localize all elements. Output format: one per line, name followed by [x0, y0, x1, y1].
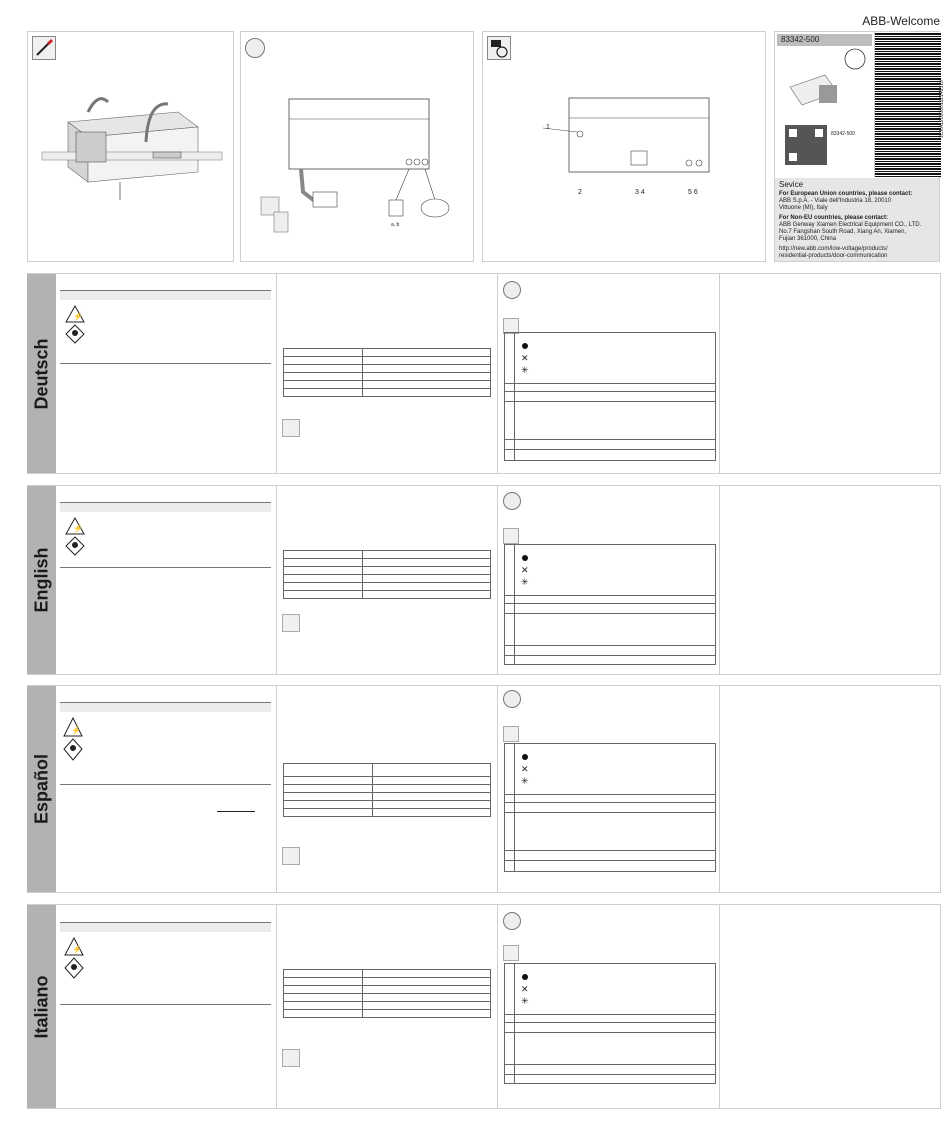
screwdriver-icon [282, 419, 300, 437]
led-row-line [505, 439, 715, 440]
divider-it-2 [497, 905, 498, 1108]
led-row-line [505, 794, 715, 795]
led-row-line [505, 449, 715, 450]
figure-mounting [27, 31, 234, 262]
wiring-illustration [241, 32, 473, 261]
service-eu-addr1: ABB S.p.A. - Viale dell'Industria 18, 20010 [779, 198, 892, 204]
safety-bar-en [60, 503, 271, 512]
svg-text:⚡: ⚡ [71, 726, 81, 735]
led-col-divider [514, 545, 515, 664]
led-row-line [505, 1032, 715, 1033]
product-code-box [777, 34, 872, 46]
spec-table-en [283, 550, 491, 599]
safety-bar-it [60, 923, 271, 932]
warning-triangle-icon [65, 305, 85, 345]
warning-triangle-icon [65, 517, 85, 557]
components-illustration [483, 32, 765, 261]
language-tab-it [27, 905, 56, 1108]
svg-text:⚡: ⚡ [73, 312, 83, 321]
spec-table-it [283, 969, 491, 1018]
divider-en [276, 486, 277, 674]
part-label-3-4: 3 4 [635, 189, 645, 196]
led-col-divider [514, 964, 515, 1083]
led-row-line [505, 595, 715, 596]
service-eu-label: For European Union countries, please contact: [779, 191, 913, 197]
led-row-line [505, 613, 715, 614]
led-row-line [505, 812, 715, 813]
divider-en-2 [497, 486, 498, 674]
part-label-5-6: 5 6 [688, 189, 698, 196]
language-tab-en [27, 486, 56, 674]
screwdriver-icon [282, 1049, 300, 1067]
power-plug-icon [503, 281, 521, 299]
led-row-line [505, 802, 715, 803]
safety-rule-bottom-de [60, 363, 271, 364]
spec-table-de [283, 348, 491, 397]
part-label-1: 1 [546, 124, 550, 131]
divider-de-2 [497, 274, 498, 473]
led-table-es [504, 743, 716, 872]
led-row-line [505, 391, 715, 392]
hand-press-icon [503, 528, 519, 544]
power-plug-icon [503, 690, 521, 708]
safety-rule-bottom-en [60, 567, 271, 568]
led-blink-icon: ✳ [521, 996, 529, 1006]
divider-es-2 [497, 686, 498, 892]
safety-bar-de [60, 291, 271, 300]
screwdriver-icon [282, 614, 300, 632]
service-url-1[interactable]: http://new.abb.com/low-voltage/products/ [779, 246, 888, 252]
warning-triangle-icon [63, 717, 83, 763]
spec-table-es [283, 763, 491, 817]
screwdriver-icon [282, 847, 300, 865]
product-code: 83342-500 [781, 35, 820, 44]
divider-en-3 [719, 486, 720, 674]
short-rule-es [217, 811, 255, 812]
divider-de [276, 274, 277, 473]
led-blink-icon: ✳ [521, 776, 529, 786]
service-noneu-label: For Non-EU countries, please contact: [779, 215, 889, 221]
safety-bar-es [60, 703, 271, 712]
language-label-en: English [31, 547, 51, 613]
language-tab-de [27, 274, 56, 473]
mounting-illustration [28, 32, 233, 261]
language-label-it: Italiano [31, 974, 51, 1039]
led-row-line [505, 383, 715, 384]
led-row-line [505, 603, 715, 604]
led-row-line [505, 1014, 715, 1015]
led-blink-icon: ✳ [521, 577, 529, 587]
power-plug-icon [503, 492, 521, 510]
qr-code-label: 83342-500 [831, 131, 855, 137]
led-row-line [505, 1022, 715, 1023]
led-off-icon: ✕ [521, 764, 529, 774]
service-noneu-addr1: ABB Genway Xiamen Electrical Equipment CO., LTD. [779, 222, 922, 228]
led-on-icon [522, 754, 528, 760]
led-row-line [505, 401, 715, 402]
product-illustration [775, 47, 873, 179]
divider-it [276, 905, 277, 1108]
power-plug-icon [503, 912, 521, 930]
led-off-icon: ✕ [521, 984, 529, 994]
led-on-icon [522, 974, 528, 980]
part-label-2: 2 [578, 189, 582, 196]
product-service-panel [774, 31, 945, 262]
barcode-number: 2CKA1200000162148510 [938, 80, 945, 138]
hand-press-icon [503, 726, 519, 742]
led-col-divider [514, 744, 515, 871]
led-row-line [505, 655, 715, 656]
svg-text:⚡: ⚡ [73, 524, 83, 533]
divider-de-3 [719, 274, 720, 473]
led-col-divider [514, 333, 515, 460]
led-row-line [505, 645, 715, 646]
service-noneu-addr2: No.7 Fangshan South Road, Xiang An, Xiamen, [779, 229, 907, 235]
service-url-2[interactable]: residential-products/door-communication [779, 253, 888, 259]
led-row-line [505, 860, 715, 861]
divider-es-3 [719, 686, 720, 892]
led-table-en [504, 544, 716, 665]
led-blink-icon: ✳ [521, 365, 529, 375]
language-tab-es [27, 686, 56, 892]
figure-wiring [240, 31, 474, 262]
led-row-line [505, 1074, 715, 1075]
barcode [874, 32, 941, 177]
led-row-line [505, 1064, 715, 1065]
figure-components [482, 31, 766, 262]
wiring-label-ab: a, b [391, 222, 400, 228]
led-on-icon [522, 555, 528, 561]
language-label-es: Español [31, 753, 51, 825]
hand-press-icon [503, 945, 519, 961]
service-eu-addr2: Vittuone (MI), Italy [779, 205, 828, 211]
led-on-icon [522, 343, 528, 349]
brand-title: ABB-Welcome [862, 14, 940, 28]
service-noneu-addr3: Fujian 361000, China [779, 236, 837, 242]
divider-it-3 [719, 905, 720, 1108]
safety-rule-bottom-it [60, 1004, 271, 1005]
led-off-icon: ✕ [521, 565, 529, 575]
svg-text:⚡: ⚡ [72, 945, 82, 954]
warning-triangle-icon [64, 937, 84, 981]
led-table-de [504, 332, 716, 461]
led-off-icon: ✕ [521, 353, 529, 363]
led-table-it [504, 963, 716, 1084]
led-row-line [505, 850, 715, 851]
language-label-de: Deutsch [31, 337, 51, 410]
service-heading: Sevice [779, 180, 804, 189]
safety-rule-bottom-es [60, 784, 271, 785]
divider-es [276, 686, 277, 892]
